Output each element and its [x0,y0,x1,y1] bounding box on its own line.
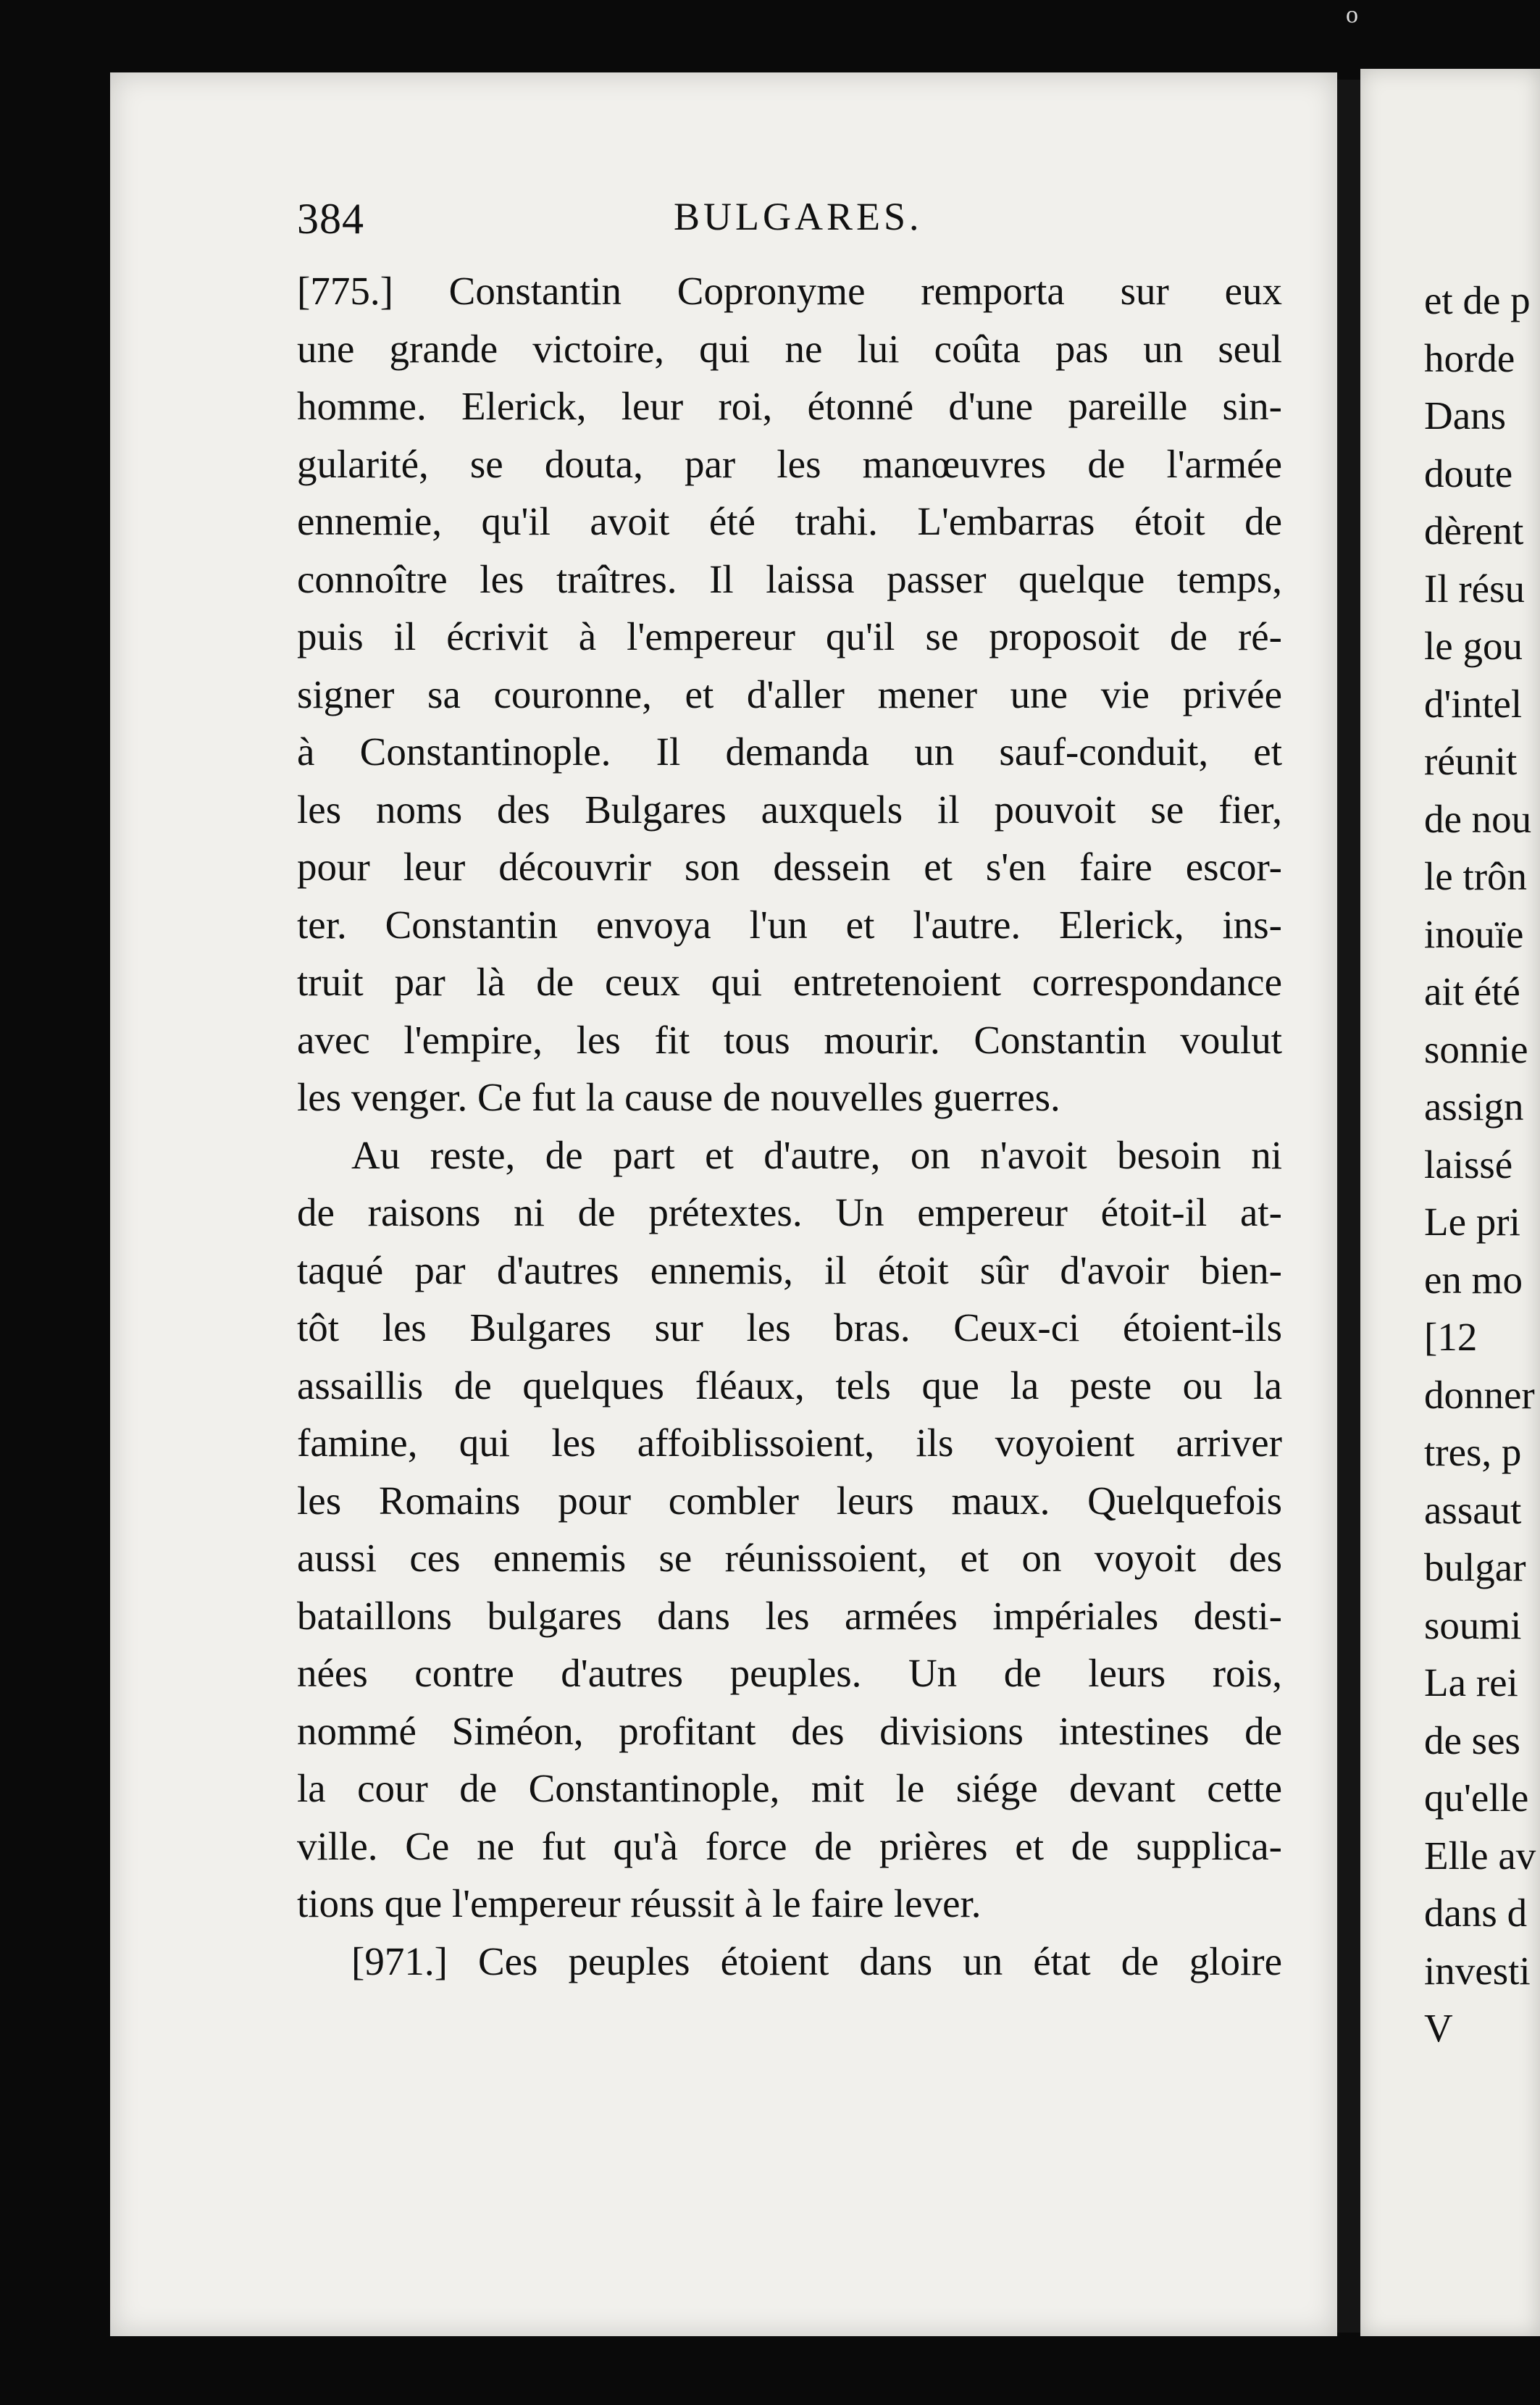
text-line: ville. Ce ne fut qu'à force de prières et de supplica- [297,1823,1282,1868]
right-text-line: assaut [1424,1487,1522,1532]
right-text-line: dans d [1424,1891,1528,1935]
right-text-line: laissé [1424,1142,1513,1187]
text-line: Au reste, de part et d'autre, on n'avoit besoin ni [351,1132,1282,1177]
right-text-line: ait été [1424,969,1520,1013]
right-text-line: donner [1424,1372,1535,1417]
running-head: BULGARES. [674,195,923,238]
right-text-line: Il résu [1424,566,1525,611]
text-line: famine, qui les affoiblissoient, ils voyoient arriver [297,1421,1282,1465]
text-line: une grande victoire, qui ne lui coûta pas un seul [297,326,1282,371]
right-text-line: investi [1424,1948,1531,1993]
text-line: connoître les traîtres. Il laissa passer quelque temps, [297,556,1282,601]
right-text-line: [12 [1424,1315,1478,1359]
text-line: gularité, se douta, par les manœuvres de l'armée [297,441,1282,486]
right-text-line: soumi [1424,1602,1522,1647]
text-line: avec l'empire, les fit tous mourir. Constantin voulut [297,1017,1282,1062]
text-line: taqué par d'autres ennemis, il étoit sûr d'avoir bien- [297,1247,1282,1292]
right-text-line: de ses [1424,1718,1520,1762]
text-line: pour leur découvrir son dessein et s'en faire escor- [297,845,1282,889]
text-line: les Romains pour combler leurs maux. Quelquefois [297,1478,1282,1523]
right-text-line: d'intel [1424,681,1523,726]
text-line: homme. Elerick, leur roi, étonné d'une pareille sin- [297,384,1282,428]
book-gutter [1337,80,1360,2333]
right-text-line: en mo [1424,1257,1523,1302]
right-text-line: assign [1424,1084,1524,1129]
right-text-line: et de p [1424,278,1531,322]
right-text-line: sonnie [1424,1026,1528,1071]
corner-mark: o [1346,1,1358,28]
text-line: signer sa couronne, et d'aller mener une vie privée [297,672,1282,716]
right-text-line: doute [1424,451,1513,495]
right-text-line: Dans [1424,393,1507,438]
text-line: nommé Siméon, profitant des divisions intestines de [297,1708,1282,1753]
right-text-line: qu'elle [1424,1775,1529,1820]
right-text-line: bulgar [1424,1545,1526,1589]
text-line: [775.] Constantin Copronyme remporta sur eux [297,269,1282,313]
text-line: [971.] Ces peuples étoient dans un état de gloire [351,1938,1282,1983]
text-line: bataillons bulgares dans les armées impériales desti- [297,1593,1282,1638]
left-page-body-text [297,262,1282,1990]
text-line: assaillis de quelques fléaux, tels que la peste ou la [297,1363,1282,1408]
right-text-line: Le pri [1424,1200,1520,1244]
right-text-line: V [1424,2006,1453,2050]
right-text-line: de nou [1424,796,1532,841]
right-text-line: le gou [1424,624,1523,668]
right-page-partial-text [1424,272,1540,2057]
right-text-line: inouïe [1424,911,1524,956]
page-number: 384 [297,195,364,243]
right-text-line: réunit [1424,739,1518,783]
text-line: les noms des Bulgares auxquels il pouvoit se fier, [297,787,1282,832]
text-line: nées contre d'autres peuples. Un de leurs rois, [297,1651,1282,1695]
text-line: truit par là de ceux qui entretenoient correspondance [297,960,1282,1004]
right-text-line: Elle av [1424,1833,1536,1878]
text-line: la cour de Constantinople, mit le siége devant cette [297,1766,1282,1810]
text-line: ter. Constantin envoya l'un et l'autre. Elerick, ins- [297,902,1282,947]
right-text-line: le trôn [1424,854,1528,898]
text-line: de raisons ni de prétextes. Un empereur étoit-il at- [297,1190,1282,1234]
text-line: aussi ces ennemis se réunissoient, et on voyoit des [297,1536,1282,1580]
text-line: tôt les Bulgares sur les bras. Ceux-ci étoient-ils [297,1305,1282,1350]
text-line: à Constantinople. Il demanda un sauf-conduit, et [297,729,1282,774]
text-line: les venger. Ce fut la cause de nouvelles guerres. [297,1075,1060,1119]
page-header [297,194,1282,252]
right-text-line: dèrent [1424,509,1524,553]
right-text-line: La rei [1424,1660,1518,1705]
text-line: ennemie, qu'il avoit été trahi. L'embarras étoit de [297,499,1282,543]
right-text-line: tres, p [1424,1430,1522,1474]
right-text-line: horde [1424,335,1515,380]
text-line: tions que l'empereur réussit à le faire lever. [297,1881,982,1925]
text-line: puis il écrivit à l'empereur qu'il se proposoit de ré- [297,614,1282,658]
